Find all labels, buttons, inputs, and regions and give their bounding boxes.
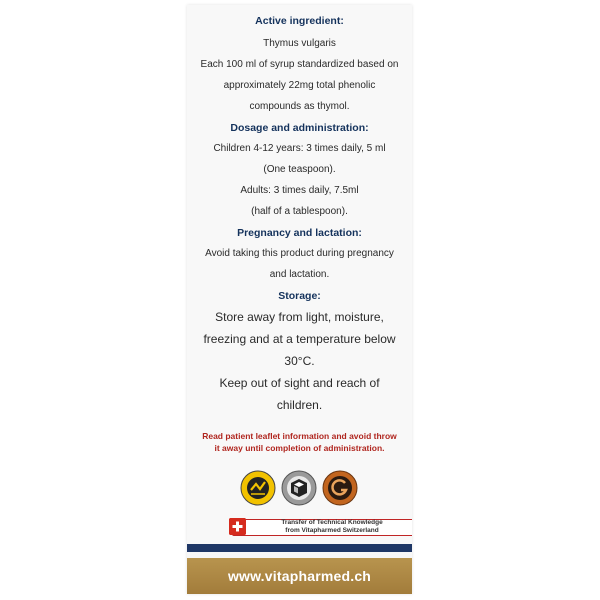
warning-line-2: it away until completion of administration.	[214, 443, 385, 453]
swiss-flag-icon	[229, 518, 246, 535]
active-ingredient-desc-2: approximately 22mg total phenolic	[223, 80, 376, 91]
transfer-knowledge-badge	[232, 519, 412, 536]
label-content	[187, 5, 412, 454]
blue-stripe	[187, 544, 412, 552]
pregnancy-line-2: and lactation.	[269, 269, 330, 280]
dosage-line-2: (One teaspoon).	[263, 164, 336, 175]
dosage-line-1: Children 4-12 years: 3 times daily, 5 ml	[213, 143, 386, 154]
storage-line-4: Keep out of sight and reach of children.	[219, 376, 380, 412]
warning-line-1: Read patient leaflet information and avoid throw	[202, 431, 397, 441]
active-ingredient-name: Thymus vulgaris	[263, 38, 336, 49]
dosage-line-4: (half of a tablespoon).	[251, 206, 348, 217]
transfer-knowledge-text	[252, 520, 412, 534]
active-ingredient-desc-3: compounds as thymol.	[249, 101, 350, 112]
pregnancy-line-1: Avoid taking this product during pregnancy	[205, 248, 394, 259]
dosage-line-3: Adults: 3 times daily, 7.5ml	[240, 185, 359, 196]
product-box-side-panel	[187, 5, 412, 594]
website-url: www.vitapharmed.ch	[227, 568, 372, 584]
quality-seal-icon	[240, 470, 276, 506]
active-ingredient-desc-1: Each 100 ml of syrup standardized based on	[200, 59, 399, 70]
pregnancy-heading: Pregnancy and lactation:	[237, 227, 362, 239]
cube-seal-icon	[281, 470, 317, 506]
storage-line-2: freezing and at a temperature below	[203, 332, 396, 346]
gmp-seal-icon	[322, 470, 358, 506]
active-ingredient-heading: Active ingredient:	[255, 15, 344, 27]
transfer-line-2: from Vitapharmed Switzerland	[285, 526, 379, 534]
storage-line-3: 30°C.	[284, 354, 315, 368]
certification-badges	[187, 470, 412, 510]
storage-line-1: Store away from light, moisture,	[215, 310, 384, 324]
dosage-heading: Dosage and administration:	[230, 122, 369, 134]
storage-heading: Storage:	[278, 290, 321, 302]
transfer-line-1: Transfer of Technical Knowledge	[281, 519, 383, 526]
website-band	[187, 558, 412, 594]
